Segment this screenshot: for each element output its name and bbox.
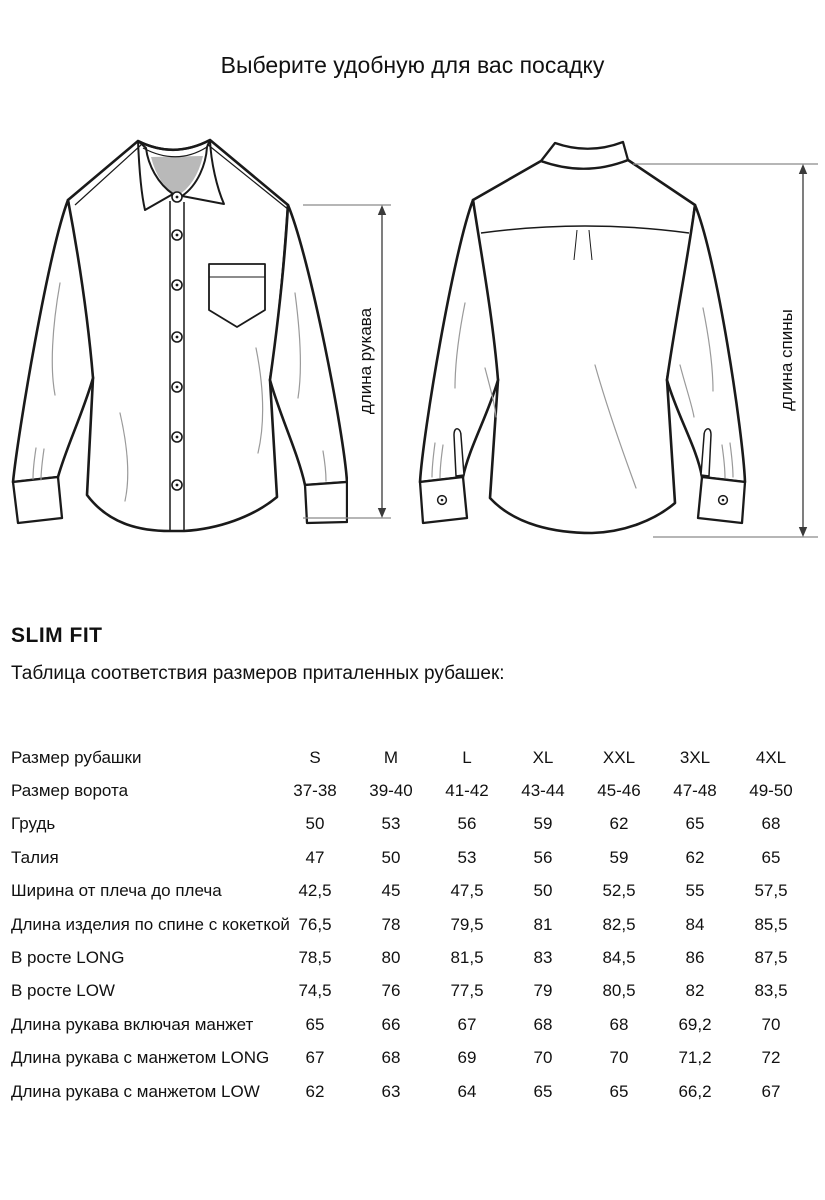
size-value-cell: 68 — [533, 1014, 553, 1034]
size-value-cell: 42,5 — [298, 881, 332, 901]
size-value-cell: 84,5 — [602, 948, 636, 968]
size-value-cell: 84 — [685, 914, 705, 934]
size-value-cell: 67 — [761, 1081, 781, 1101]
size-value-cell: 67 — [305, 1048, 325, 1068]
size-table — [11, 741, 809, 1108]
size-value-cell: 83,5 — [754, 981, 788, 1001]
row-label: Ширина от плеча до плеча — [11, 881, 222, 901]
size-value-cell: 45 — [381, 881, 401, 901]
size-value-cell: 80,5 — [602, 981, 636, 1001]
size-value-cell: 68 — [381, 1048, 401, 1068]
size-value-cell: XXL — [602, 747, 636, 767]
row-label: Талия — [11, 847, 59, 867]
size-value-cell: 87,5 — [754, 948, 788, 968]
table-row — [11, 975, 809, 1008]
row-label: Длина рукава с манжетом LOW — [11, 1081, 260, 1101]
size-value-cell: 69 — [457, 1048, 477, 1068]
size-value-cell: 62 — [685, 847, 705, 867]
sleeve-length-dimension — [303, 205, 391, 518]
dimension-lines — [0, 130, 825, 570]
arrowhead-down — [378, 508, 386, 518]
size-header-row — [11, 741, 809, 774]
size-value-cell: 68 — [761, 814, 781, 834]
arrowhead-up — [799, 164, 807, 174]
size-value-cell: 3XL — [679, 747, 711, 767]
size-value-cell: 68 — [609, 1014, 629, 1034]
table-row — [11, 1075, 809, 1108]
size-value-cell: 56 — [457, 814, 477, 834]
size-value-cell: 63 — [381, 1081, 401, 1101]
size-value-cell: 78 — [381, 914, 401, 934]
size-value-cell: L — [462, 747, 472, 767]
size-value-cell: 70 — [533, 1048, 553, 1068]
size-value-cell: 50 — [305, 814, 325, 834]
size-value-cell: 70 — [761, 1014, 781, 1034]
size-value-cell: 65 — [609, 1081, 629, 1101]
size-value-cell: 81,5 — [450, 948, 484, 968]
size-value-cell: 4XL — [755, 747, 787, 767]
size-value-cell: 79 — [533, 981, 553, 1001]
size-value-cell: 66 — [381, 1014, 401, 1034]
size-value-cell: 37-38 — [293, 781, 337, 801]
row-label: В росте LONG — [11, 948, 125, 968]
size-value-cell: M — [383, 747, 399, 767]
size-value-cell: 79,5 — [450, 914, 484, 934]
size-value-cell: 45-46 — [597, 781, 641, 801]
size-value-cell: 70 — [609, 1048, 629, 1068]
size-value-cell: 41-42 — [445, 781, 489, 801]
size-value-cell: 47,5 — [450, 881, 484, 901]
table-row — [11, 841, 809, 874]
table-row — [11, 908, 809, 941]
size-value-cell: 55 — [685, 881, 705, 901]
row-label: Длина рукава включая манжет — [11, 1014, 254, 1034]
size-value-cell: 43-44 — [521, 781, 565, 801]
size-value-cell: S — [309, 747, 321, 767]
size-value-cell: 62 — [305, 1081, 325, 1101]
row-label: Размер ворота — [11, 781, 129, 801]
row-label: Размер рубашки — [11, 747, 142, 767]
size-value-cell: 53 — [381, 814, 401, 834]
size-value-cell: 82,5 — [602, 914, 636, 934]
size-value-cell: 77,5 — [450, 981, 484, 1001]
size-value-cell: 76 — [381, 981, 401, 1001]
size-value-cell: 59 — [609, 847, 629, 867]
row-label: Длина рукава с манжетом LONG — [11, 1048, 270, 1068]
size-value-cell: 56 — [533, 847, 553, 867]
size-value-cell: 86 — [685, 948, 705, 968]
size-value-cell: 47 — [305, 847, 325, 867]
size-value-cell: 72 — [761, 1048, 781, 1068]
table-row — [11, 941, 809, 974]
size-value-cell: 57,5 — [754, 881, 788, 901]
sleeve-length-label: длина рукава — [356, 307, 375, 415]
size-value-cell: 64 — [457, 1081, 477, 1101]
size-value-cell: 69,2 — [678, 1014, 712, 1034]
size-value-cell: 47-48 — [673, 781, 717, 801]
size-value-cell: 83 — [533, 948, 553, 968]
size-value-cell: 50 — [533, 881, 553, 901]
row-label: Грудь — [11, 814, 56, 834]
arrowhead-down — [799, 527, 807, 537]
row-label: В росте LOW — [11, 981, 115, 1001]
section-heading-slim-fit: SLIM FIT — [11, 624, 103, 647]
size-value-cell: 65 — [761, 847, 781, 867]
size-value-cell: 78,5 — [298, 948, 332, 968]
table-row — [11, 808, 809, 841]
size-value-cell: 71,2 — [678, 1048, 712, 1068]
size-value-cell: 85,5 — [754, 914, 788, 934]
size-value-cell: 65 — [685, 814, 705, 834]
size-value-cell: 39-40 — [369, 781, 413, 801]
size-value-cell: 76,5 — [298, 914, 332, 934]
size-value-cell: 53 — [457, 847, 477, 867]
size-value-cell: XL — [532, 747, 554, 767]
page-title: Выберите удобную для вас посадку — [220, 52, 605, 78]
table-row — [11, 1008, 809, 1041]
table-row — [11, 774, 809, 807]
size-table-body — [11, 741, 809, 1108]
table-caption: Таблица соответствия размеров приталенных рубашек: — [11, 663, 505, 684]
table-row — [11, 875, 809, 908]
arrowhead-up — [378, 205, 386, 215]
row-label: Длина изделия по спине с кокеткой — [11, 914, 290, 934]
size-value-cell: 81 — [533, 914, 553, 934]
size-value-cell: 67 — [457, 1014, 477, 1034]
table-row — [11, 1042, 809, 1075]
size-value-cell: 50 — [381, 847, 401, 867]
size-value-cell: 52,5 — [602, 881, 636, 901]
size-value-cell: 65 — [305, 1014, 325, 1034]
size-value-cell: 49-50 — [749, 781, 793, 801]
size-value-cell: 80 — [381, 948, 401, 968]
back-length-label: длина спины — [777, 309, 796, 411]
size-value-cell: 82 — [685, 981, 705, 1001]
size-value-cell: 59 — [533, 814, 553, 834]
size-value-cell: 65 — [533, 1081, 553, 1101]
size-value-cell: 62 — [609, 814, 629, 834]
size-value-cell: 74,5 — [298, 981, 332, 1001]
size-value-cell: 66,2 — [678, 1081, 712, 1101]
